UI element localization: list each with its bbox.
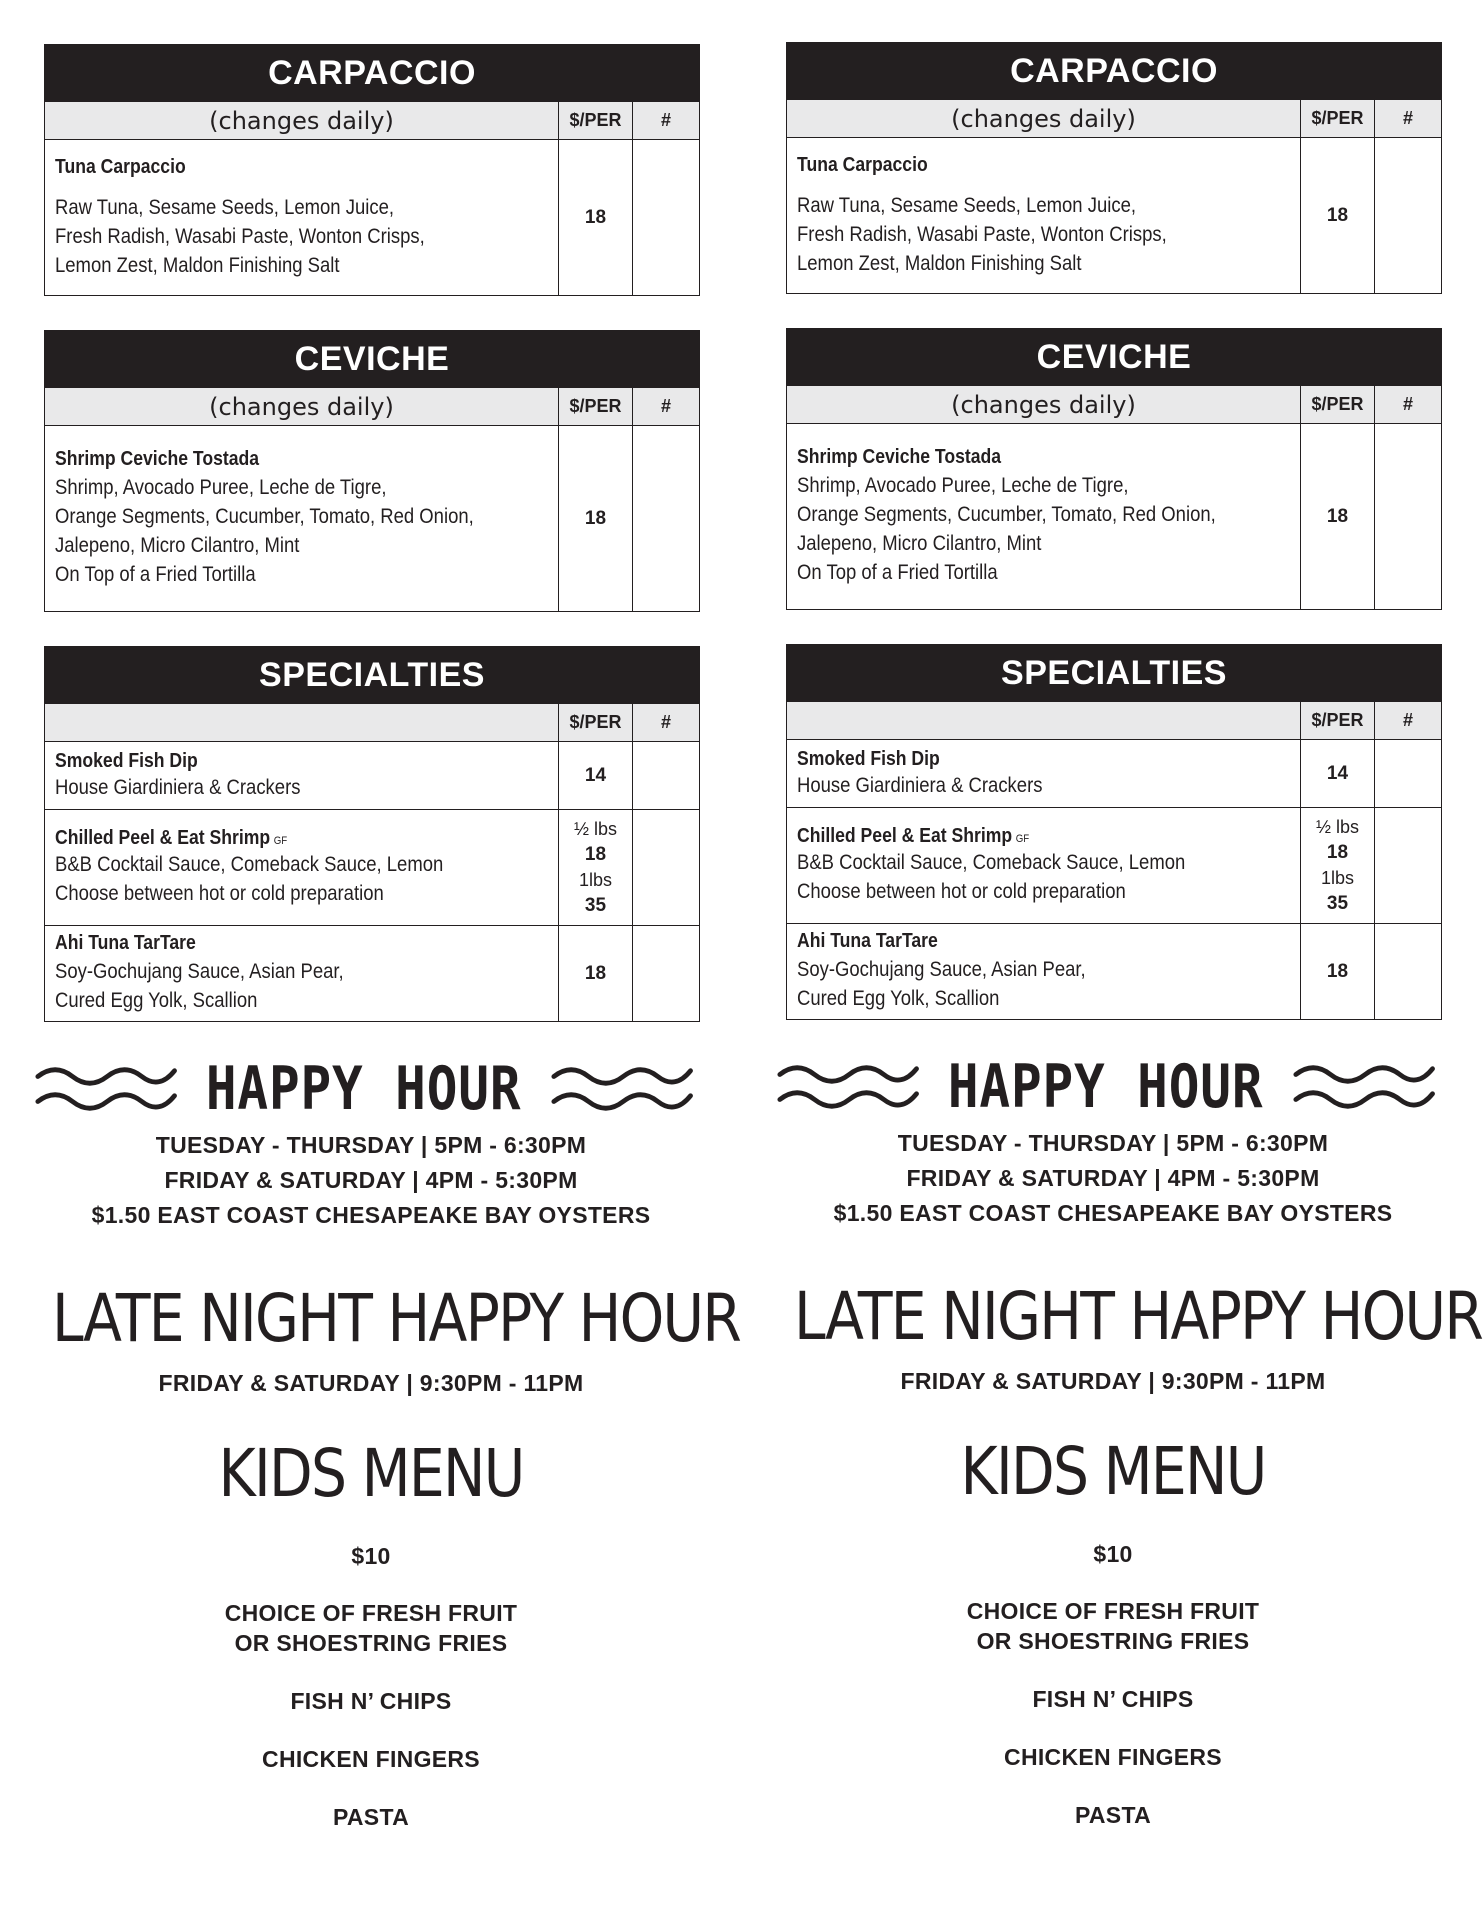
- item-desc-line: Orange Segments, Cucumber, Tomato, Red Onion,: [55, 505, 474, 528]
- gluten-free-tag: GF: [273, 835, 288, 847]
- late-night-title: LATE NIGHT HAPPY HOUR: [51, 1280, 741, 1357]
- ceviche-subheader: [45, 387, 699, 425]
- menu-item-row: [45, 809, 699, 925]
- qty-header: #: [660, 396, 671, 416]
- kids-choice-line2: OR SHOESTRING FRIES: [234, 1630, 508, 1656]
- gluten-free-tag: GF: [1015, 833, 1030, 845]
- subtitle: (changes daily): [787, 386, 1301, 423]
- item-desc-line: House Giardiniera & Crackers: [797, 773, 1043, 797]
- item-info: [45, 742, 559, 809]
- item-price: [559, 810, 633, 925]
- late-night-hours: FRIDAY & SATURDAY | 9:30PM - 11PM: [900, 1368, 1326, 1394]
- happy-hour-title: HAPPY HOUR: [948, 1052, 1264, 1122]
- kids-choice-line2: OR SHOESTRING FRIES: [976, 1628, 1250, 1654]
- menu-item-row: [45, 139, 699, 295]
- item-name: Tuna Carpaccio: [797, 153, 928, 176]
- specialties-table: [44, 646, 700, 1022]
- price-value: 18: [584, 206, 607, 228]
- price-value: 18: [584, 507, 607, 529]
- item-info: [787, 808, 1301, 923]
- price-header: $/PER: [559, 102, 633, 139]
- item-desc-line: Cured Egg Yolk, Scallion: [797, 987, 1000, 1010]
- item-desc-line: B&B Cocktail Sauce, Comeback Sauce, Lemon: [797, 851, 1186, 874]
- price-half: 18: [584, 843, 607, 865]
- item-info: [787, 138, 1301, 293]
- specialties-subheader: [787, 701, 1441, 739]
- price-half-label: ½ lbs: [1315, 816, 1360, 837]
- menu-item-row: [45, 425, 699, 611]
- item-name: Ahi Tuna TarTare: [55, 932, 196, 954]
- menu-item-row: [787, 137, 1441, 293]
- kids-item: PASTA: [1074, 1802, 1152, 1828]
- happy-hour-weekday: TUESDAY - THURSDAY | 5PM - 6:30PM: [155, 1132, 587, 1158]
- menu-copy-right: [742, 0, 1484, 1920]
- item-price: [1301, 740, 1375, 807]
- happy-hour-oysters: $1.50 EAST COAST CHESAPEAKE BAY OYSTERS: [833, 1200, 1393, 1226]
- qty-cell: [1375, 808, 1441, 923]
- price-half: 18: [1326, 841, 1349, 863]
- item-name: [55, 827, 489, 850]
- section-title-specialties: SPECIALTIES: [787, 645, 1441, 701]
- price-value: 14: [584, 764, 607, 786]
- kids-choice-line1: CHOICE OF FRESH FRUIT: [966, 1598, 1260, 1624]
- item-desc-line: B&B Cocktail Sauce, Comeback Sauce, Lemon: [55, 853, 444, 876]
- price-header: $/PER: [559, 388, 633, 425]
- item-desc-line: Raw Tuna, Sesame Seeds, Lemon Juice,: [797, 193, 1136, 217]
- price-header: $/PER: [559, 704, 633, 741]
- qty-cell: [1375, 138, 1441, 293]
- item-name: Smoked Fish Dip: [797, 747, 940, 770]
- carpaccio-table: [786, 42, 1442, 294]
- item-price: [1301, 424, 1375, 609]
- qty-cell: [633, 926, 699, 1021]
- subtitle: (changes daily): [45, 388, 559, 425]
- menu-item-row: [787, 423, 1441, 609]
- item-desc-line: Soy-Gochujang Sauce, Asian Pear,: [55, 960, 344, 983]
- menu-item-row: [45, 741, 699, 809]
- section-title-ceviche: CEVICHE: [45, 331, 699, 387]
- happy-hour-header: [34, 1050, 694, 1128]
- item-name-text: Chilled Peel & Eat Shrimp: [797, 825, 1013, 847]
- item-desc-line: Fresh Radish, Wasabi Paste, Wonton Crisps,: [55, 224, 425, 248]
- carpaccio-subheader: [45, 101, 699, 139]
- item-name: [797, 825, 1231, 848]
- kids-item: CHICKEN FINGERS: [262, 1746, 480, 1772]
- price-value: 18: [1326, 505, 1349, 527]
- kids-item: PASTA: [332, 1804, 410, 1830]
- menu-item-row: [787, 807, 1441, 923]
- price-header: $/PER: [1301, 702, 1375, 739]
- section-title-carpaccio: CARPACCIO: [45, 45, 699, 101]
- price-full-label: 1lbs: [1320, 867, 1355, 888]
- item-desc-line: Shrimp, Avocado Puree, Leche de Tigre,: [55, 476, 387, 499]
- wave-icon: [776, 1052, 920, 1122]
- qty-header: #: [660, 712, 671, 732]
- qty-header: #: [1402, 394, 1413, 414]
- item-info: [787, 740, 1301, 807]
- section-title-carpaccio: CARPACCIO: [787, 43, 1441, 99]
- item-desc-line: Choose between hot or cold preparation: [797, 880, 1126, 903]
- price-full: 35: [584, 894, 607, 916]
- wave-icon: [34, 1054, 178, 1124]
- happy-hour-oysters: $1.50 EAST COAST CHESAPEAKE BAY OYSTERS: [91, 1202, 651, 1228]
- item-price: [559, 140, 633, 295]
- happy-hour-title: HAPPY HOUR: [206, 1054, 522, 1124]
- item-info: [45, 140, 559, 295]
- item-info: [45, 926, 559, 1021]
- ceviche-table: [44, 330, 700, 612]
- ceviche-table: [786, 328, 1442, 610]
- late-night-hours: FRIDAY & SATURDAY | 9:30PM - 11PM: [158, 1370, 584, 1396]
- happy-hour-weekday: TUESDAY - THURSDAY | 5PM - 6:30PM: [897, 1130, 1329, 1156]
- kids-item: CHICKEN FINGERS: [1004, 1744, 1222, 1770]
- item-desc-line: Raw Tuna, Sesame Seeds, Lemon Juice,: [55, 195, 394, 219]
- ceviche-subheader: [787, 385, 1441, 423]
- item-desc-line: Soy-Gochujang Sauce, Asian Pear,: [797, 958, 1086, 981]
- price-full-label: 1lbs: [578, 869, 613, 890]
- qty-cell: [633, 426, 699, 611]
- item-info: [787, 424, 1301, 609]
- subtitle-empty: [787, 702, 1301, 739]
- specialties-table: [786, 644, 1442, 1020]
- item-info: [787, 924, 1301, 1019]
- item-desc-line: Choose between hot or cold preparation: [55, 882, 384, 905]
- kids-price: $10: [1093, 1541, 1133, 1567]
- qty-cell: [1375, 424, 1441, 609]
- item-price: [559, 426, 633, 611]
- item-name: Tuna Carpaccio: [55, 155, 186, 178]
- price-header: $/PER: [1301, 386, 1375, 423]
- item-desc-line: On Top of a Fried Tortilla: [55, 563, 256, 586]
- item-price: [559, 926, 633, 1021]
- item-price: [1301, 138, 1375, 293]
- section-title-ceviche: CEVICHE: [787, 329, 1441, 385]
- subtitle: (changes daily): [45, 102, 559, 139]
- happy-hour-header: [776, 1048, 1436, 1126]
- item-desc-line: Fresh Radish, Wasabi Paste, Wonton Crisps,: [797, 222, 1167, 246]
- qty-cell: [1375, 924, 1441, 1019]
- qty-cell: [1375, 740, 1441, 807]
- item-price: [559, 742, 633, 809]
- qty-cell: [633, 742, 699, 809]
- kids-menu-title: KIDS MENU: [960, 1433, 1266, 1510]
- item-info: [45, 810, 559, 925]
- item-name: Smoked Fish Dip: [55, 749, 198, 772]
- price-half-label: ½ lbs: [573, 818, 618, 839]
- kids-item: FISH N’ CHIPS: [1032, 1686, 1194, 1712]
- item-desc-line: Lemon Zest, Maldon Finishing Salt: [55, 253, 340, 277]
- item-name-text: Chilled Peel & Eat Shrimp: [55, 827, 271, 849]
- item-desc-line: Lemon Zest, Maldon Finishing Salt: [797, 251, 1082, 275]
- section-title-specialties: SPECIALTIES: [45, 647, 699, 703]
- kids-choice-line1: CHOICE OF FRESH FRUIT: [224, 1600, 518, 1626]
- price-full: 35: [1326, 892, 1349, 914]
- item-desc-line: Cured Egg Yolk, Scallion: [55, 989, 258, 1012]
- item-name: Ahi Tuna TarTare: [797, 930, 938, 952]
- qty-cell: [633, 810, 699, 925]
- kids-item: FISH N’ CHIPS: [290, 1688, 452, 1714]
- price-value: 18: [1326, 204, 1349, 226]
- menu-item-row: [787, 923, 1441, 1019]
- price-value: 18: [584, 962, 607, 984]
- price-value: 18: [1326, 960, 1349, 982]
- kids-price: $10: [351, 1543, 391, 1569]
- item-desc-line: Jalepeno, Micro Cilantro, Mint: [55, 534, 300, 557]
- price-value: 14: [1326, 762, 1349, 784]
- subtitle: (changes daily): [787, 100, 1301, 137]
- wave-icon: [1292, 1052, 1436, 1122]
- qty-header: #: [1402, 710, 1413, 730]
- carpaccio-table: [44, 44, 700, 296]
- happy-hour-weekend: FRIDAY & SATURDAY | 4PM - 5:30PM: [164, 1167, 578, 1193]
- price-header: $/PER: [1301, 100, 1375, 137]
- item-desc-line: Orange Segments, Cucumber, Tomato, Red Onion,: [797, 503, 1216, 526]
- item-price: [1301, 924, 1375, 1019]
- kids-menu-title: KIDS MENU: [218, 1435, 524, 1512]
- item-desc-line: House Giardiniera & Crackers: [55, 775, 301, 799]
- specialties-subheader: [45, 703, 699, 741]
- item-info: [45, 426, 559, 611]
- item-name: Shrimp Ceviche Tostada: [797, 446, 1002, 468]
- item-price: [1301, 808, 1375, 923]
- subtitle-empty: [45, 704, 559, 741]
- carpaccio-subheader: [787, 99, 1441, 137]
- menu-item-row: [45, 925, 699, 1021]
- item-desc-line: Shrimp, Avocado Puree, Leche de Tigre,: [797, 474, 1129, 497]
- late-night-title: LATE NIGHT HAPPY HOUR: [793, 1278, 1483, 1355]
- qty-header: #: [660, 110, 671, 130]
- qty-header: #: [1402, 108, 1413, 128]
- happy-hour-weekend: FRIDAY & SATURDAY | 4PM - 5:30PM: [906, 1165, 1320, 1191]
- item-desc-line: Jalepeno, Micro Cilantro, Mint: [797, 532, 1042, 555]
- wave-icon: [550, 1054, 694, 1124]
- item-name: Shrimp Ceviche Tostada: [55, 448, 260, 470]
- qty-cell: [633, 140, 699, 295]
- item-desc-line: On Top of a Fried Tortilla: [797, 561, 998, 584]
- menu-item-row: [787, 739, 1441, 807]
